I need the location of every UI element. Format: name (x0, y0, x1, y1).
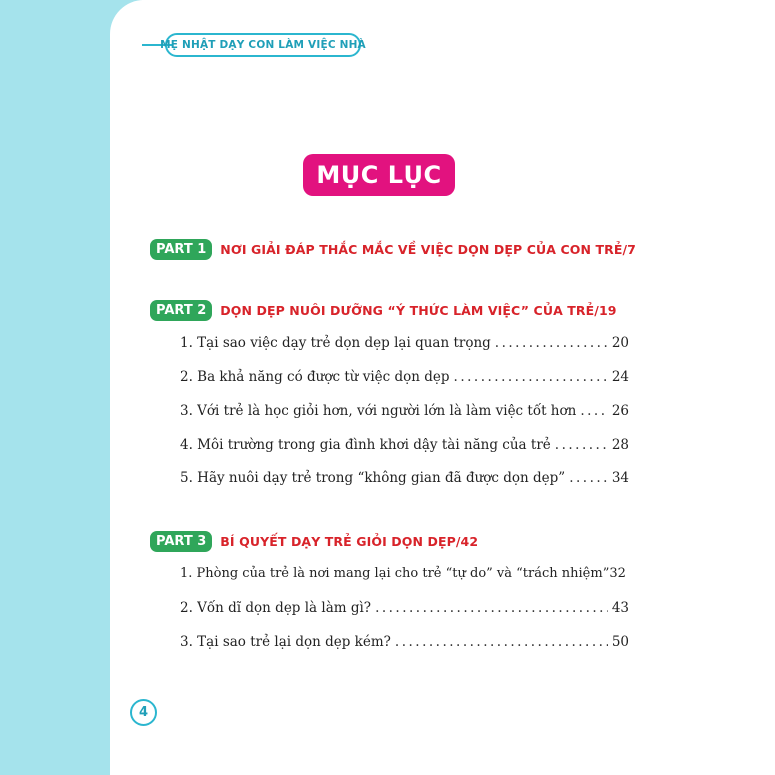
toc-entry-page: 26 (611, 403, 629, 419)
toc-entry-text: 1. Tại sao việc dạy trẻ dọn dẹp lại quan trọng (180, 335, 491, 351)
toc-entry-text: 2. Vốn dĩ dọn dẹp là làm gì? (180, 600, 372, 616)
part-1-heading (150, 238, 636, 260)
toc-entry-text: 1. Phòng của trẻ là nơi mang lại cho trẻ “tự do” và “trách nhiệm” (180, 566, 610, 581)
leader-dots (395, 634, 608, 650)
part-title: BÍ QUYẾT DẠY TRẺ GIỎI DỌN DẸP/42 (220, 533, 479, 549)
part-badge: PART 3 (150, 531, 212, 552)
part-badge: PART 1 (150, 239, 212, 260)
part-title: DỌN DẸP NUÔI DƯỠNG “Ý THỨC LÀM VIỆC” CỦA TRẺ/19 (220, 302, 617, 318)
toc-entry-page: 24 (611, 369, 629, 385)
toc-entry-page: 34 (611, 470, 629, 486)
leader-dots (454, 369, 608, 385)
toc-entry (180, 566, 629, 588)
toc-entry (180, 600, 629, 622)
toc-entry (180, 470, 629, 492)
toc-entry-page: 20 (611, 335, 629, 351)
toc-entry-page: 28 (611, 437, 629, 453)
toc-entry-page: 43 (611, 600, 629, 616)
leader-dots (580, 403, 607, 419)
leader-dots (569, 470, 608, 486)
side-decoration-curve (110, 0, 144, 775)
toc-entry-text: 3. Với trẻ là học giỏi hơn, với người lớn là làm việc tốt hơn (180, 403, 577, 419)
part-badge: PART 2 (150, 300, 212, 321)
toc-entry (180, 437, 629, 459)
toc-entry-text: 4. Môi trường trong gia đình khơi dậy tài năng của trẻ (180, 437, 551, 453)
page-number: 4 (130, 699, 157, 726)
part-2-heading (150, 299, 617, 321)
toc-entry (180, 403, 629, 425)
toc-entry (180, 634, 629, 656)
leader-dots (555, 437, 608, 453)
toc-entry-text: 3. Tại sao trẻ lại dọn dẹp kém? (180, 634, 391, 650)
leader-dots (495, 335, 608, 351)
part-3-heading (150, 530, 478, 552)
toc-entry (180, 369, 629, 391)
part-title: NƠI GIẢI ĐÁP THẮC MẮC VỀ VIỆC DỌN DẸP CỦA CON TRẺ/7 (220, 241, 636, 257)
toc-entry-text: 2. Ba khả năng có được từ việc dọn dẹp (180, 369, 450, 385)
leader-dots (375, 600, 608, 616)
toc-entry-page: 32 (609, 566, 626, 581)
toc-entry-text: 5. Hãy nuôi dạy trẻ trong “không gian đã được dọn dẹp” (180, 470, 566, 486)
running-header: MẸ NHẬT DẠY CON LÀM VIỆC NHÀ (165, 33, 361, 57)
toc-title: MỤC LỤC (303, 154, 455, 196)
toc-entry (180, 335, 629, 357)
toc-entry-page: 50 (611, 634, 629, 650)
